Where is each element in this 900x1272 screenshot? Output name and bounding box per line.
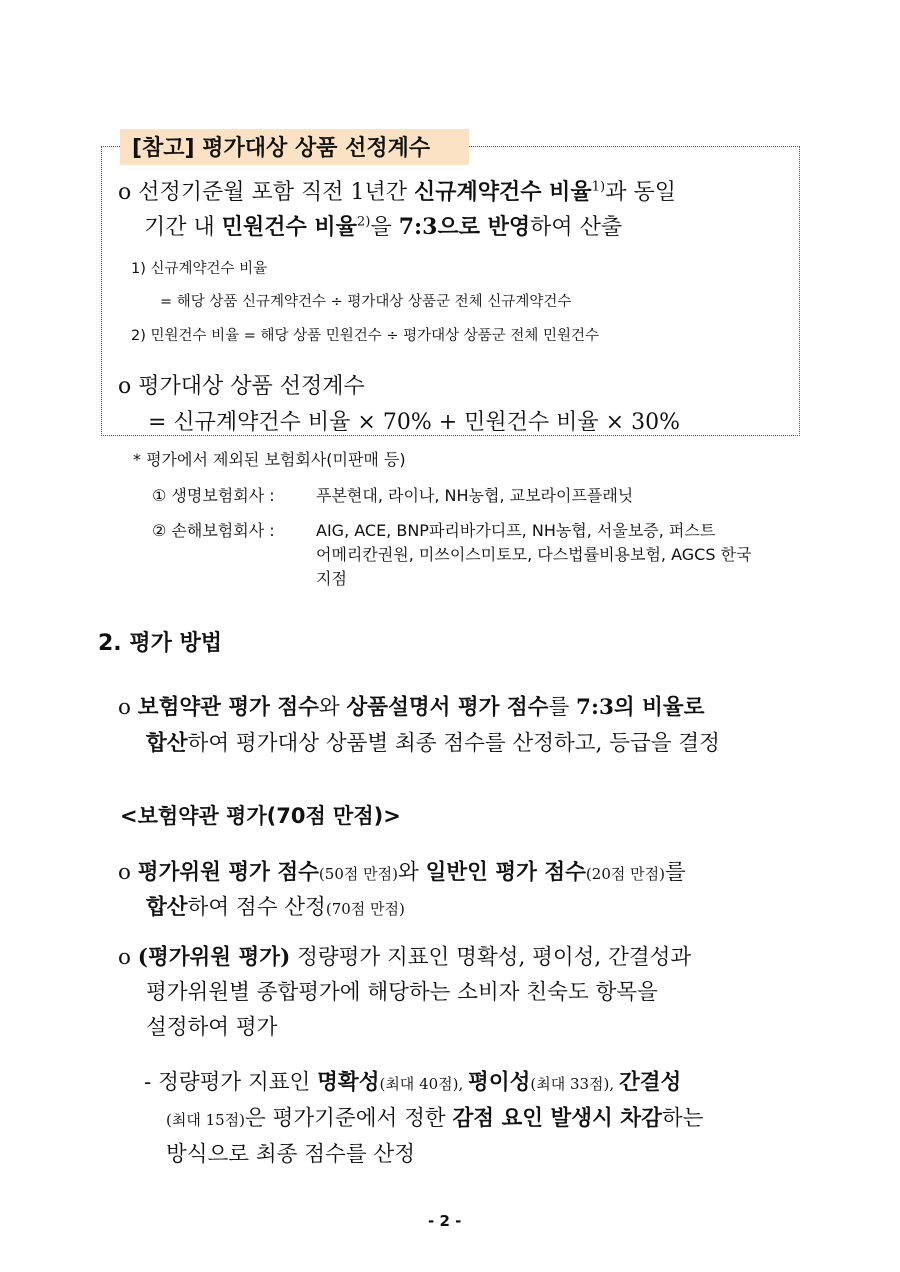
- bold-text: 민원건수 비율: [221, 214, 357, 240]
- para3-line2: 평가위원별 종합평가에 해당하는 소비자 친숙도 항목을: [146, 980, 658, 1005]
- excluded-nonlife-label: ② 손해보험회사 :: [152, 521, 275, 540]
- reference-bullet2-line2: = 신규계약건수 비율 × 70% + 민원건수 비율 × 30%: [148, 410, 680, 435]
- reference-bullet2-line1: o 평가대상 상품 선정계수: [118, 374, 365, 399]
- excluded-life-list: 푸본현대, 라이나, NH농협, 교보라이프플래닛: [316, 486, 634, 505]
- excluded-nonlife-line2: 어메리칸권원, 미쓰이스미토모, 다스법률비용보험, AGCS 한국: [316, 545, 752, 564]
- para2-line2: [146, 890, 405, 921]
- text: 과 동일: [605, 180, 676, 205]
- text: 하는: [661, 1106, 704, 1131]
- bold-text: 합산: [146, 895, 188, 920]
- reference-note1-formula: = 해당 상품 신규계약건수 ÷ 평가대상 상품군 전체 신규계약건수: [160, 294, 572, 310]
- para3-line1: [118, 940, 691, 971]
- bullet: o: [118, 860, 131, 885]
- text: 하여 산출: [530, 215, 623, 240]
- bold-text: 상품설명서 평가 점수: [346, 695, 549, 720]
- text: 를: [664, 860, 686, 885]
- footnote-ref: 1): [591, 179, 606, 195]
- text: 정량평가 지표인 명확성, 평이성, 간결성과: [290, 945, 692, 970]
- reference-note1-label: 1) 신규계약건수 비율: [131, 261, 268, 277]
- bold-text: 신규계약건수 비율: [413, 179, 592, 205]
- text: 와: [318, 695, 347, 720]
- small-text: (최대 33점),: [530, 1075, 619, 1093]
- footnote-ref: 2): [356, 214, 371, 230]
- bold-text: 감점 요인 발생시 차감: [452, 1106, 662, 1131]
- para1-line1: [118, 690, 704, 721]
- section-heading: 2. 평가 방법: [98, 631, 222, 656]
- excluded-life-label: ① 생명보험회사 :: [152, 486, 275, 505]
- excluded-nonlife-line3: 지점: [316, 569, 347, 588]
- small-text: (최대 40점),: [379, 1075, 469, 1093]
- text: 을: [370, 215, 399, 240]
- bold-text: 평이성: [468, 1070, 531, 1095]
- text: o 선정기준월 포함 직전 1년간: [118, 180, 414, 205]
- text: 은 평가기준에서 정한: [245, 1106, 453, 1131]
- bold-text: (평가위원 평가): [137, 945, 291, 970]
- para2-line1: [118, 855, 686, 886]
- dash-line3: 방식으로 최종 점수를 산정: [166, 1142, 415, 1167]
- page-number: - 2 -: [428, 1212, 462, 1230]
- bold-text: 간결성: [618, 1070, 682, 1095]
- bold-text: 일반인 평가 점수: [425, 860, 586, 885]
- text: 기간 내: [144, 215, 222, 240]
- excluded-heading: * 평가에서 제외된 보험회사(미판매 등): [133, 450, 406, 469]
- reference-title: [참고] 평가대상 상품 선정계수: [132, 136, 431, 161]
- text: 하여 점수 산정: [187, 895, 326, 920]
- reference-note2: 2) 민원건수 비율 = 해당 상품 민원건수 ÷ 평가대상 상품군 전체 민원건수: [131, 328, 600, 344]
- dash-line1: [144, 1065, 681, 1096]
- bullet: o: [118, 695, 131, 720]
- dash-line2: [166, 1101, 703, 1132]
- para1-line2: [146, 726, 720, 757]
- small-text: (50점 만점): [318, 865, 398, 883]
- text: 하여 평가대상 상품별 최종 점수를 산정하고, 등급을 결정: [187, 731, 720, 756]
- bold-text: 7:3의 비율로: [576, 695, 705, 720]
- reference-bullet1-line2: [144, 210, 622, 241]
- bold-text: 7:3으로 반영: [398, 214, 531, 240]
- para3-line3: 설정하여 평가: [146, 1015, 278, 1040]
- text: - 정량평가 지표인: [144, 1070, 318, 1095]
- small-text: (20점 만점): [585, 865, 665, 883]
- bold-text: 합산: [146, 731, 188, 756]
- bold-text: 보험약관 평가 점수: [137, 695, 319, 720]
- reference-bullet1-line1: [118, 175, 676, 206]
- small-text: (70점 만점): [325, 900, 405, 918]
- bold-text: 명확성: [317, 1070, 380, 1095]
- bold-text: 평가위원 평가 점수: [137, 860, 319, 885]
- text: 를: [548, 695, 577, 720]
- small-text: (최대 15점): [166, 1111, 246, 1129]
- text: 와: [397, 860, 426, 885]
- excluded-nonlife-line1: AIG, ACE, BNP파리바가디프, NH농협, 서울보증, 퍼스트: [316, 521, 716, 540]
- bullet: o: [118, 945, 131, 970]
- subheading: <보험약관 평가(70점 만점)>: [120, 804, 401, 828]
